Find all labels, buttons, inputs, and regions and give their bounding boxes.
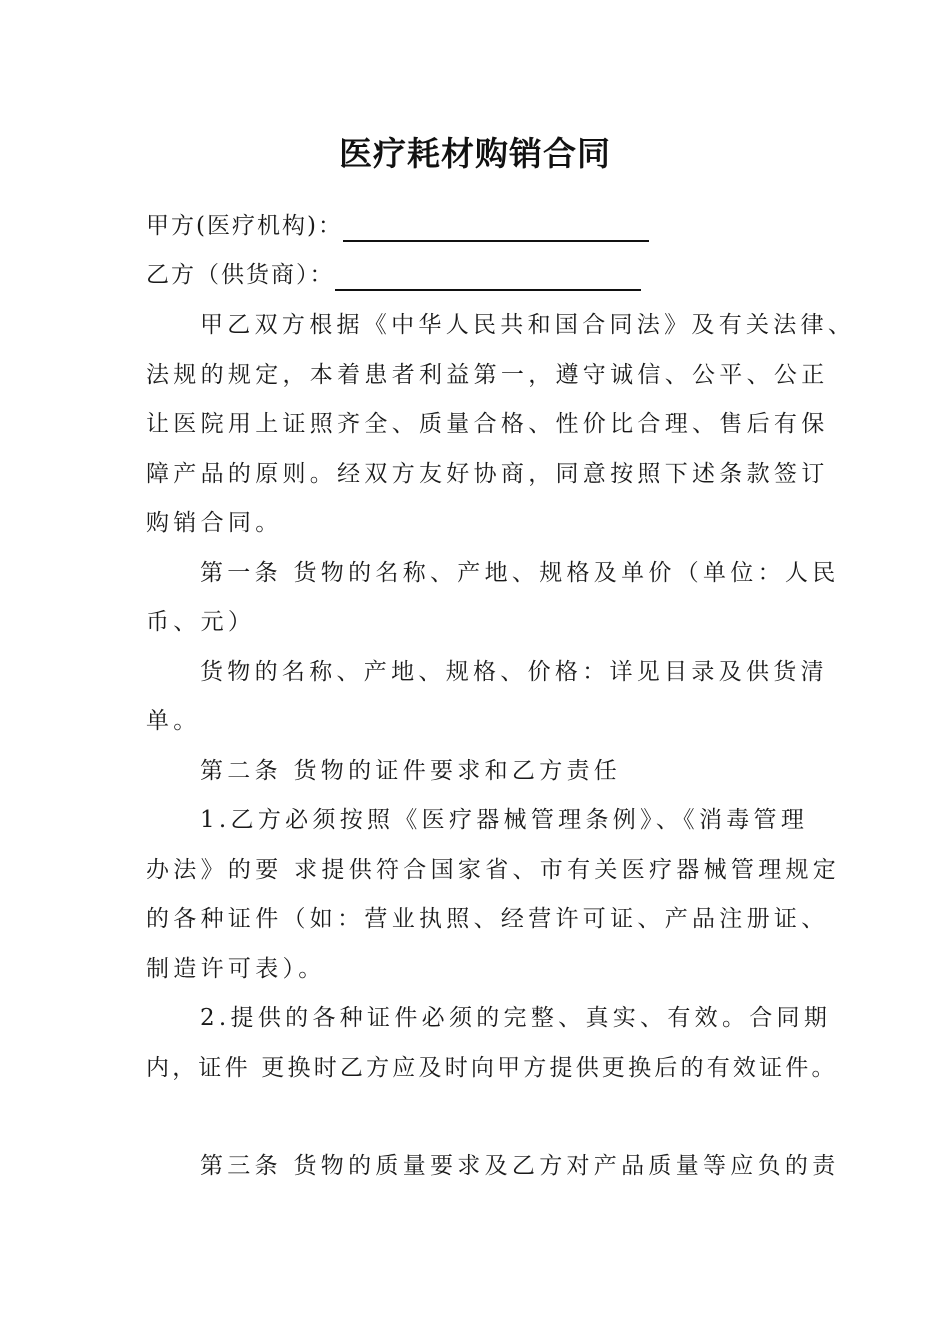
preamble-line: 让医院用上证照齐全、质量合格、性价比合理、售后有保 bbox=[146, 411, 829, 437]
preamble-line: 甲乙双方根据《中华人民共和国合同法》及有关法律、 bbox=[200, 312, 856, 338]
party-a-label: 甲方(医疗机构)： bbox=[146, 213, 343, 239]
article1-body bbox=[146, 648, 828, 747]
party-b-blank-line bbox=[335, 261, 641, 291]
article2-item1-line: 的各种证件（如：营业执照、经营许可证、产品注册证、 bbox=[146, 906, 829, 932]
party-a-row bbox=[146, 206, 649, 246]
article1-heading-line: 币、元） bbox=[146, 609, 256, 635]
article2-heading bbox=[146, 747, 810, 797]
party-b-row bbox=[146, 255, 641, 295]
article2-item2 bbox=[146, 994, 838, 1093]
preamble-line: 障产品的原则。经双方友好协商，同意按照下述条款签订 bbox=[146, 460, 829, 487]
contract-body bbox=[146, 301, 856, 1192]
article2-item1-line: 1.乙方必须按照《医疗器械管理条例》、《消毒管理 bbox=[200, 807, 809, 833]
article1-heading-line: 第一条 货物的名称、产地、规格及单价（单位：人民 bbox=[200, 559, 840, 586]
article2-item2-line: 内，证件 更换时乙方应及时向甲方提供更换后的有效证件。 bbox=[146, 1054, 838, 1081]
article3-heading-line: 第三条 货物的质量要求及乙方对产品质量等应负的责 bbox=[200, 1153, 840, 1179]
article2-item2-line: 2.提供的各种证件必须的完整、真实、有效。合同期 bbox=[200, 1005, 832, 1031]
document-title: 医疗耗材购销合同 bbox=[339, 134, 611, 173]
preamble-line: 法规的规定，本着患者利益第一，遵守诚信、公平、公正 bbox=[146, 361, 829, 388]
party-a-blank-line bbox=[343, 212, 649, 242]
article1-body-line: 货物的名称、产地、规格、价格：详见目录及供货清 bbox=[200, 658, 828, 685]
article1-body-line: 单。 bbox=[146, 708, 201, 734]
party-b-label: 乙方（供货商）： bbox=[146, 262, 335, 288]
article2-item1 bbox=[146, 796, 841, 994]
article2-item1-line: 制造许可表）。 bbox=[146, 955, 326, 982]
article3-heading bbox=[146, 1142, 840, 1192]
article2-heading-line: 第二条 货物的证件要求和乙方责任 bbox=[200, 757, 622, 784]
preamble-paragraph bbox=[146, 301, 856, 549]
preamble-line: 购销合同。 bbox=[146, 510, 283, 536]
article2-item1-line: 办法》的要 求提供符合国家省、市有关医疗器械管理规定 bbox=[146, 856, 841, 883]
article1-heading bbox=[146, 549, 840, 648]
